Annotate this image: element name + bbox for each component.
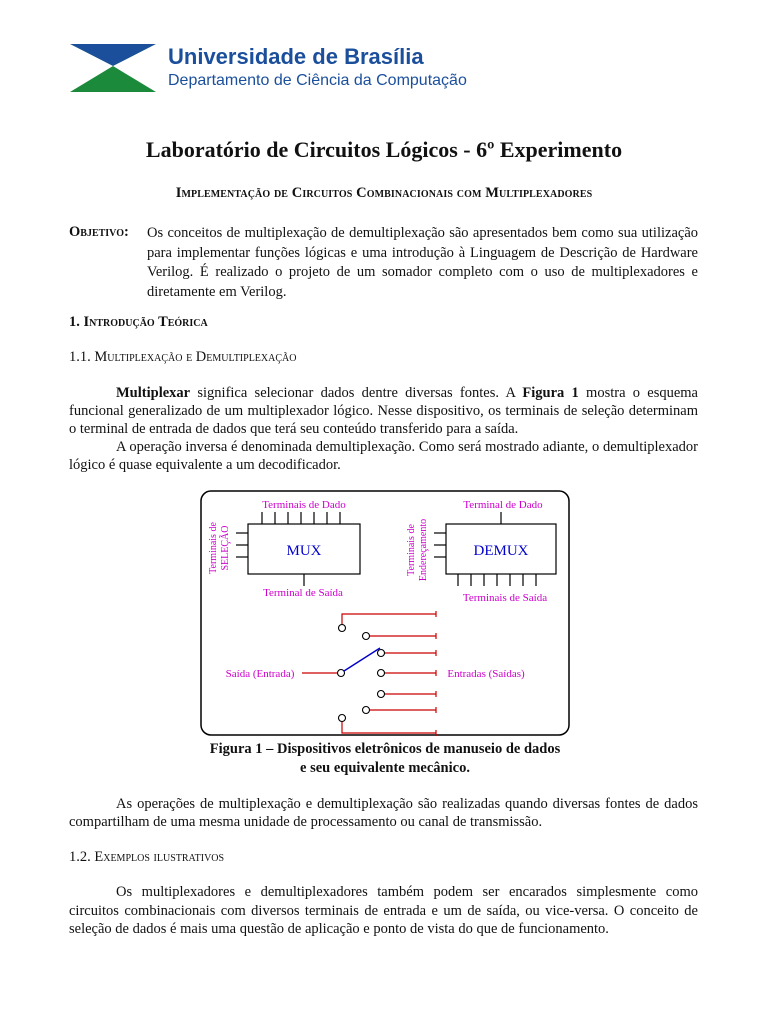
figure-caption-line-2: e seu equivalente mecânico. [300,759,470,776]
objective-text: Os conceitos de multiplexação de demultiplexação são apresentados bem como sua utilização para implementar funções lógicas e uma introdução à Linguagem de Descrição de Hardware Verilog. É realizado o projeto de um somador completo com o uso de multiplexadores e diretamente em Verilog. [147,225,698,300]
mux-select-label-2: SELEÇÃO [220,525,231,571]
term-multiplexar: Multiplexar [116,385,191,401]
mux-data-label: Terminais de Dado [262,499,346,511]
demux-address-label-2: Endereçamento [418,518,429,582]
mux-output-label: Terminal de Saída [263,587,343,599]
paragraph-exemplos: Os multiplexadores e demultiplexadores também podem ser encarados simplesmente como circuitos combinacionais com diversos terminais de entrada e um de saída, ou vice-versa. O conceito de seleção de dados é mais uma questão de aplicação e ponto de vista do que de funcionamento. [69,884,698,937]
figure-1-diagram [200,488,572,738]
university-logo [70,44,470,94]
figure-1-reference: Figura 1 [522,385,579,401]
figure-1-caption [190,740,580,777]
para1-text-b: mostra o esquema funcional generalizado de um multiplexador lógico. Nesse dispositivo, os terminais de seleção determinam o terminal de entrada de dados que terá seu conteúdo transferido para a saída. [69,385,698,437]
switch-right-label: Entradas (Saídas) [447,668,525,680]
department-name: Departamento de Ciência da Computação [168,72,467,89]
demux-label: DEMUX [473,543,529,559]
mux-select-label-1: Terminais de [208,522,219,574]
document-title: Laboratório de Circuitos Lógicos - 6º Experimento [145,137,623,162]
demux-outputs-label: Terminais de Saída [462,592,548,604]
section-1-1-heading: 1.1. Multiplexação e Demultiplexação [69,349,297,365]
mux-label: MUX [286,543,322,559]
section-1-heading: 1. Introdução Teórica [69,314,208,330]
section-1-2-heading: 1.2. Exemplos ilustrativos [69,849,225,865]
document-subtitle: Implementação de Circuitos Combinacionais com Multiplexadores [175,185,593,201]
para1-text-a: significa selecionar dados dentre diversas fontes. A [190,385,523,401]
objective-label: Objetivo: [69,224,129,240]
paragraph-operacoes: As operações de multiplexação e demultiplexação são realizadas quando diversas fontes de dados compartilham de uma mesma unidade de processamento ou canal de transmissão. [69,796,698,830]
demux-data-label: Terminal de Dado [463,499,543,511]
unb-logo-icon [70,44,156,92]
switch-left-label: Saída (Entrada) [225,668,295,680]
figure-caption-line-1: Figura 1 – Dispositivos eletrônicos de manuseio de dados [209,741,561,757]
paragraph-demultiplexacao: A operação inversa é denominada demultiplexação. Como será mostrado adiante, o demultiplexador lógico é quase equivalente a um decodificador. [69,439,698,473]
paragraph-multiplexar [69,384,698,438]
university-name: Universidade de Brasília [168,44,424,69]
demux-address-label-1: Terminais de [406,524,417,576]
